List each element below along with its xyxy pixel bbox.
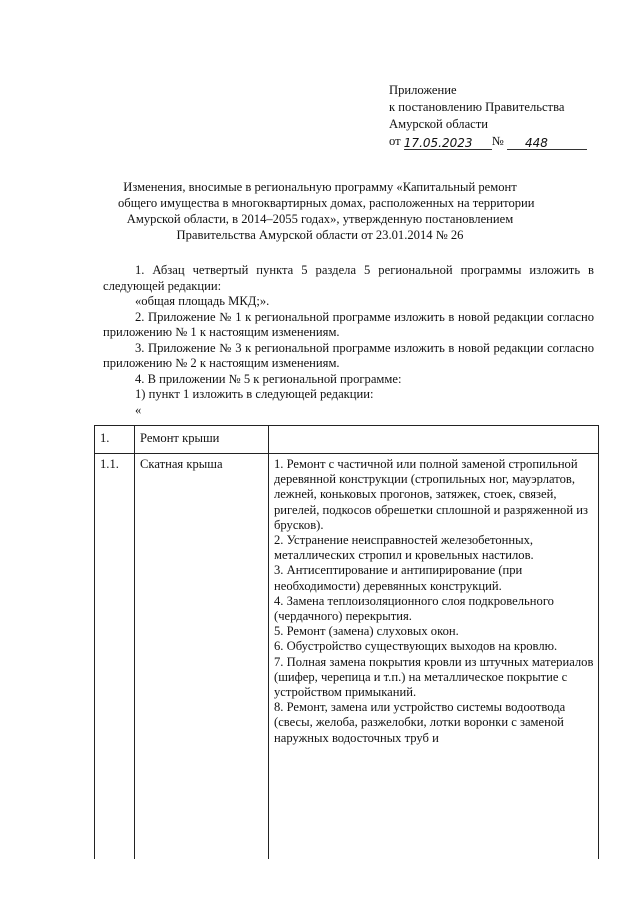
approval-line-2: к постановлению Правительства — [389, 100, 565, 114]
row-number: 1. — [95, 426, 135, 454]
title-line-3: Амурской области, в 2014–2055 годах», утвержденную постановлением — [126, 212, 514, 226]
paragraph-2: 2. Приложение № 1 к региональной программе изложить в новой редакции согласно приложению № 1 к настоящим изменениям. — [103, 309, 594, 339]
work-item-3: 3. Антисептирование и антипирирование (при необходимости) деревянных конструкций. — [274, 563, 523, 593]
work-item-1: 1. Ремонт с частичной или полной заменой стропильной деревянной конструкции (стропильных ног, мауэрлатов, лежней, коньковых прогонов, затяжек, стоек, связей, ригелей, подкосов обрешетки сплошной и разряженной из брусков). — [274, 457, 588, 532]
approval-block — [389, 82, 624, 150]
work-item-8: 8. Ремонт, замена или устройство системы водоотвода (свесы, желоба, разжелобки, лотки воронки с заменой наружных водосточных труб и — [274, 700, 566, 745]
handwritten-number: 448 — [524, 136, 548, 150]
work-item-6: 6. Обустройство существующих выходов на кровлю. — [274, 639, 558, 654]
approval-line-1: Приложение — [389, 83, 457, 97]
opening-quote: « — [135, 402, 142, 417]
title-line-1: Изменения, вносимые в региональную программу «Капитальный ремонт — [123, 180, 517, 194]
work-item-2: 2. Устранение неисправностей железобетонных, металлических стропил и кровельных настилов. — [274, 533, 534, 563]
number-field — [507, 135, 587, 150]
table-row — [95, 454, 599, 860]
title-line-4: Правительства Амурской области от 23.01.2014 № 26 — [176, 228, 464, 242]
document-title — [118, 179, 535, 243]
work-item-7: 7. Полная замена покрытия кровли из штучных материалов (шифер, черепица и т.п.) на металлическое покрытие с устройством примыканий. — [274, 654, 594, 700]
paragraph-5: 1) пункт 1 изложить в следующей редакции: — [135, 387, 374, 401]
row-name: Ремонт крыши — [135, 426, 269, 454]
approval-date-line — [389, 133, 624, 150]
approval-line-3: Амурской области — [389, 117, 489, 131]
work-item-4: 4. Замена теплоизоляционного слоя подкровельного (чердачного) перекрытия. — [274, 593, 554, 624]
document-body — [103, 263, 594, 418]
work-item-5: 5. Ремонт (замена) слуховых окон. — [274, 624, 459, 639]
paragraph-4: 4. В приложении № 5 к региональной программе: — [135, 371, 402, 386]
row-name: Скатная крыша — [135, 454, 269, 860]
table-row — [95, 426, 599, 454]
works-table — [94, 425, 599, 859]
paragraph-quote: «общая площадь МКД;». — [135, 294, 270, 308]
date-field — [404, 135, 492, 150]
title-line-2: общего имущества в многоквартирных домах, расположенных на территории — [118, 196, 535, 210]
row-works — [269, 426, 599, 454]
date-prefix: от — [389, 134, 401, 148]
paragraph-1: 1. Абзац четвертый пункта 5 раздела 5 региональной программы изложить в следующей редакции: — [103, 263, 594, 293]
number-prefix: № — [491, 134, 504, 148]
paragraph-3: 3. Приложение № 3 к региональной программе изложить в новой редакции согласно приложению № 2 к настоящим изменениям. — [103, 340, 594, 370]
row-works — [269, 454, 599, 860]
row-number: 1.1. — [95, 454, 135, 860]
handwritten-date: 17.05.2023 — [403, 136, 473, 150]
